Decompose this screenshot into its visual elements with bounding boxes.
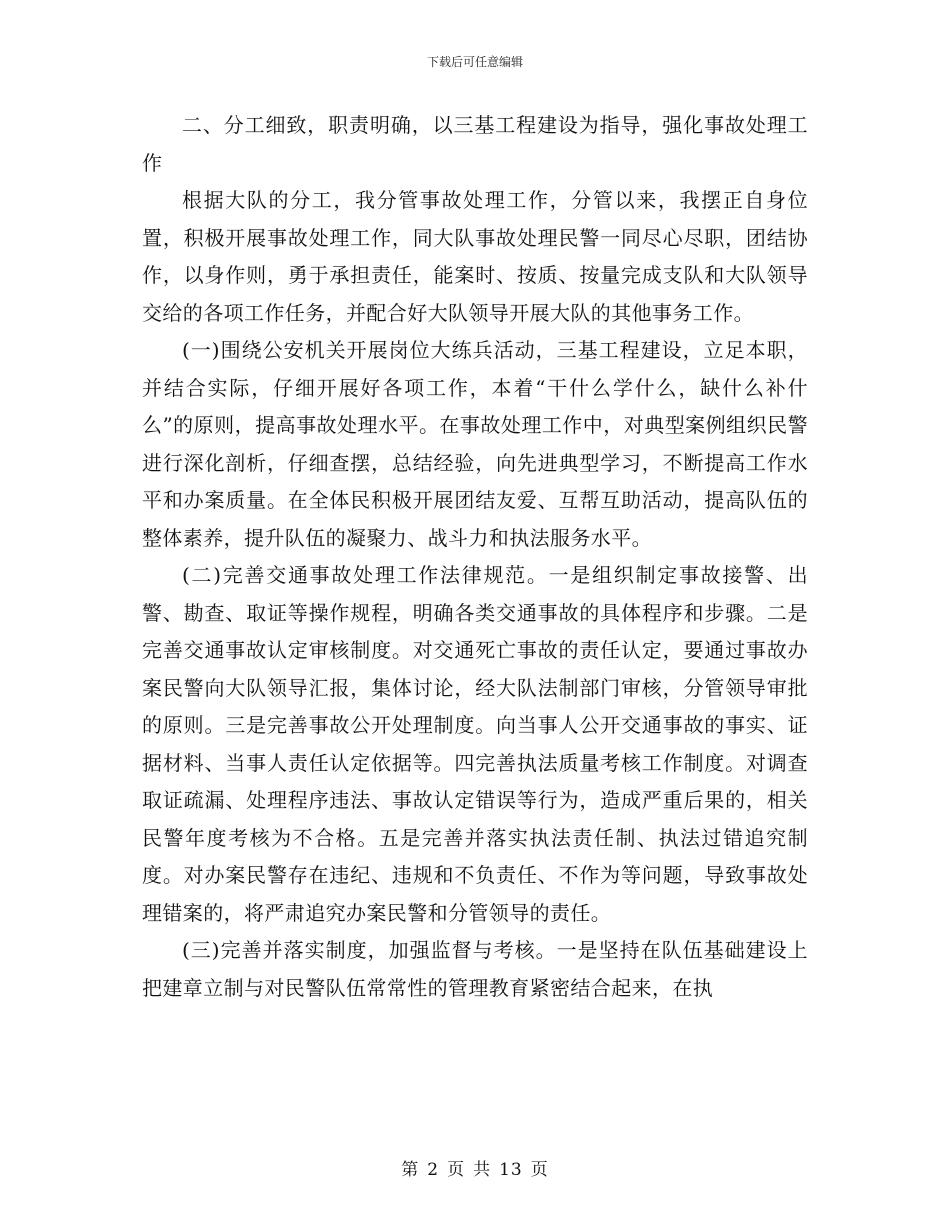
footer-total-word: 共 xyxy=(473,1160,492,1180)
paragraph: 根据大队的分工，我分管事故处理工作，分管以来，我摆正自身位置，积极开展事故处理工作，同大队事故处理民警一同尽心尽职，团结协作，以身作则，勇于承担责任，能案时、按质、按量完成支队和大队领导交给的各项工作任务，并配合好大队领导开展大队的其他事务工作。 xyxy=(142,188,808,325)
footer-suffix: 页 xyxy=(530,1160,549,1180)
current-page-number: 2 xyxy=(427,1160,440,1180)
total-pages-number: 13 xyxy=(499,1160,523,1180)
document-body xyxy=(142,107,808,1007)
footer-prefix: 第 xyxy=(401,1160,420,1180)
paragraph: (三)完善并落实制度，加强监督与考核。一是坚持在队伍基础建设上把建章立制与对民警队伍常常性的管理教育紧密结合起来，在执 xyxy=(142,938,808,1000)
section-heading: 二、分工细致，职责明确，以三基工程建设为指导，强化事故处理工作 xyxy=(142,113,808,175)
paragraph: (一)围绕公安机关开展岗位大练兵活动，三基工程建设，立足本职，并结合实际，仔细开展好各项工作，本着“干什么学什么，缺什么补什么”的原则，提高事故处理水平。在事故处理工作中，对典型案例组织民警进行深化剖析，仔细查摆，总结经验，向先进典型学习，不断提高工作水平和办案质量。在全体民积极开展团结友爱、互帮互助活动，提高队伍的整体素养，提升队伍的凝聚力、战斗力和执法服务水平。 xyxy=(142,338,808,550)
footer-page-word: 页 xyxy=(447,1160,466,1180)
paragraph: (二)完善交通事故处理工作法律规范。一是组织制定事故接警、出警、勘查、取证等操作规程，明确各类交通事故的具体程序和步骤。二是完善交通事故认定审核制度。对交通死亡事故的责任认定，要通过事故办案民警向大队领导汇报，集体讨论，经大队法制部门审核，分管领导审批的原则。三是完善事故公开处理制度。向当事人公开交通事故的事实、证据材料、当事人责任认定依据等。四完善执法质量考核工作制度。对调查取证疏漏、处理程序违法、事故认定错误等行为，造成严重后果的，相关民警年度考核为不合格。五是完善并落实执法责任制、执法过错追究制度。对办案民警存在违纪、违规和不负责任、不作为等问题，导致事故处理错案的，将严肃追究办案民警和分管领导的责任。 xyxy=(142,563,808,925)
header-note: 下载后可任意编辑 xyxy=(426,55,523,69)
page-footer xyxy=(0,1155,950,1180)
